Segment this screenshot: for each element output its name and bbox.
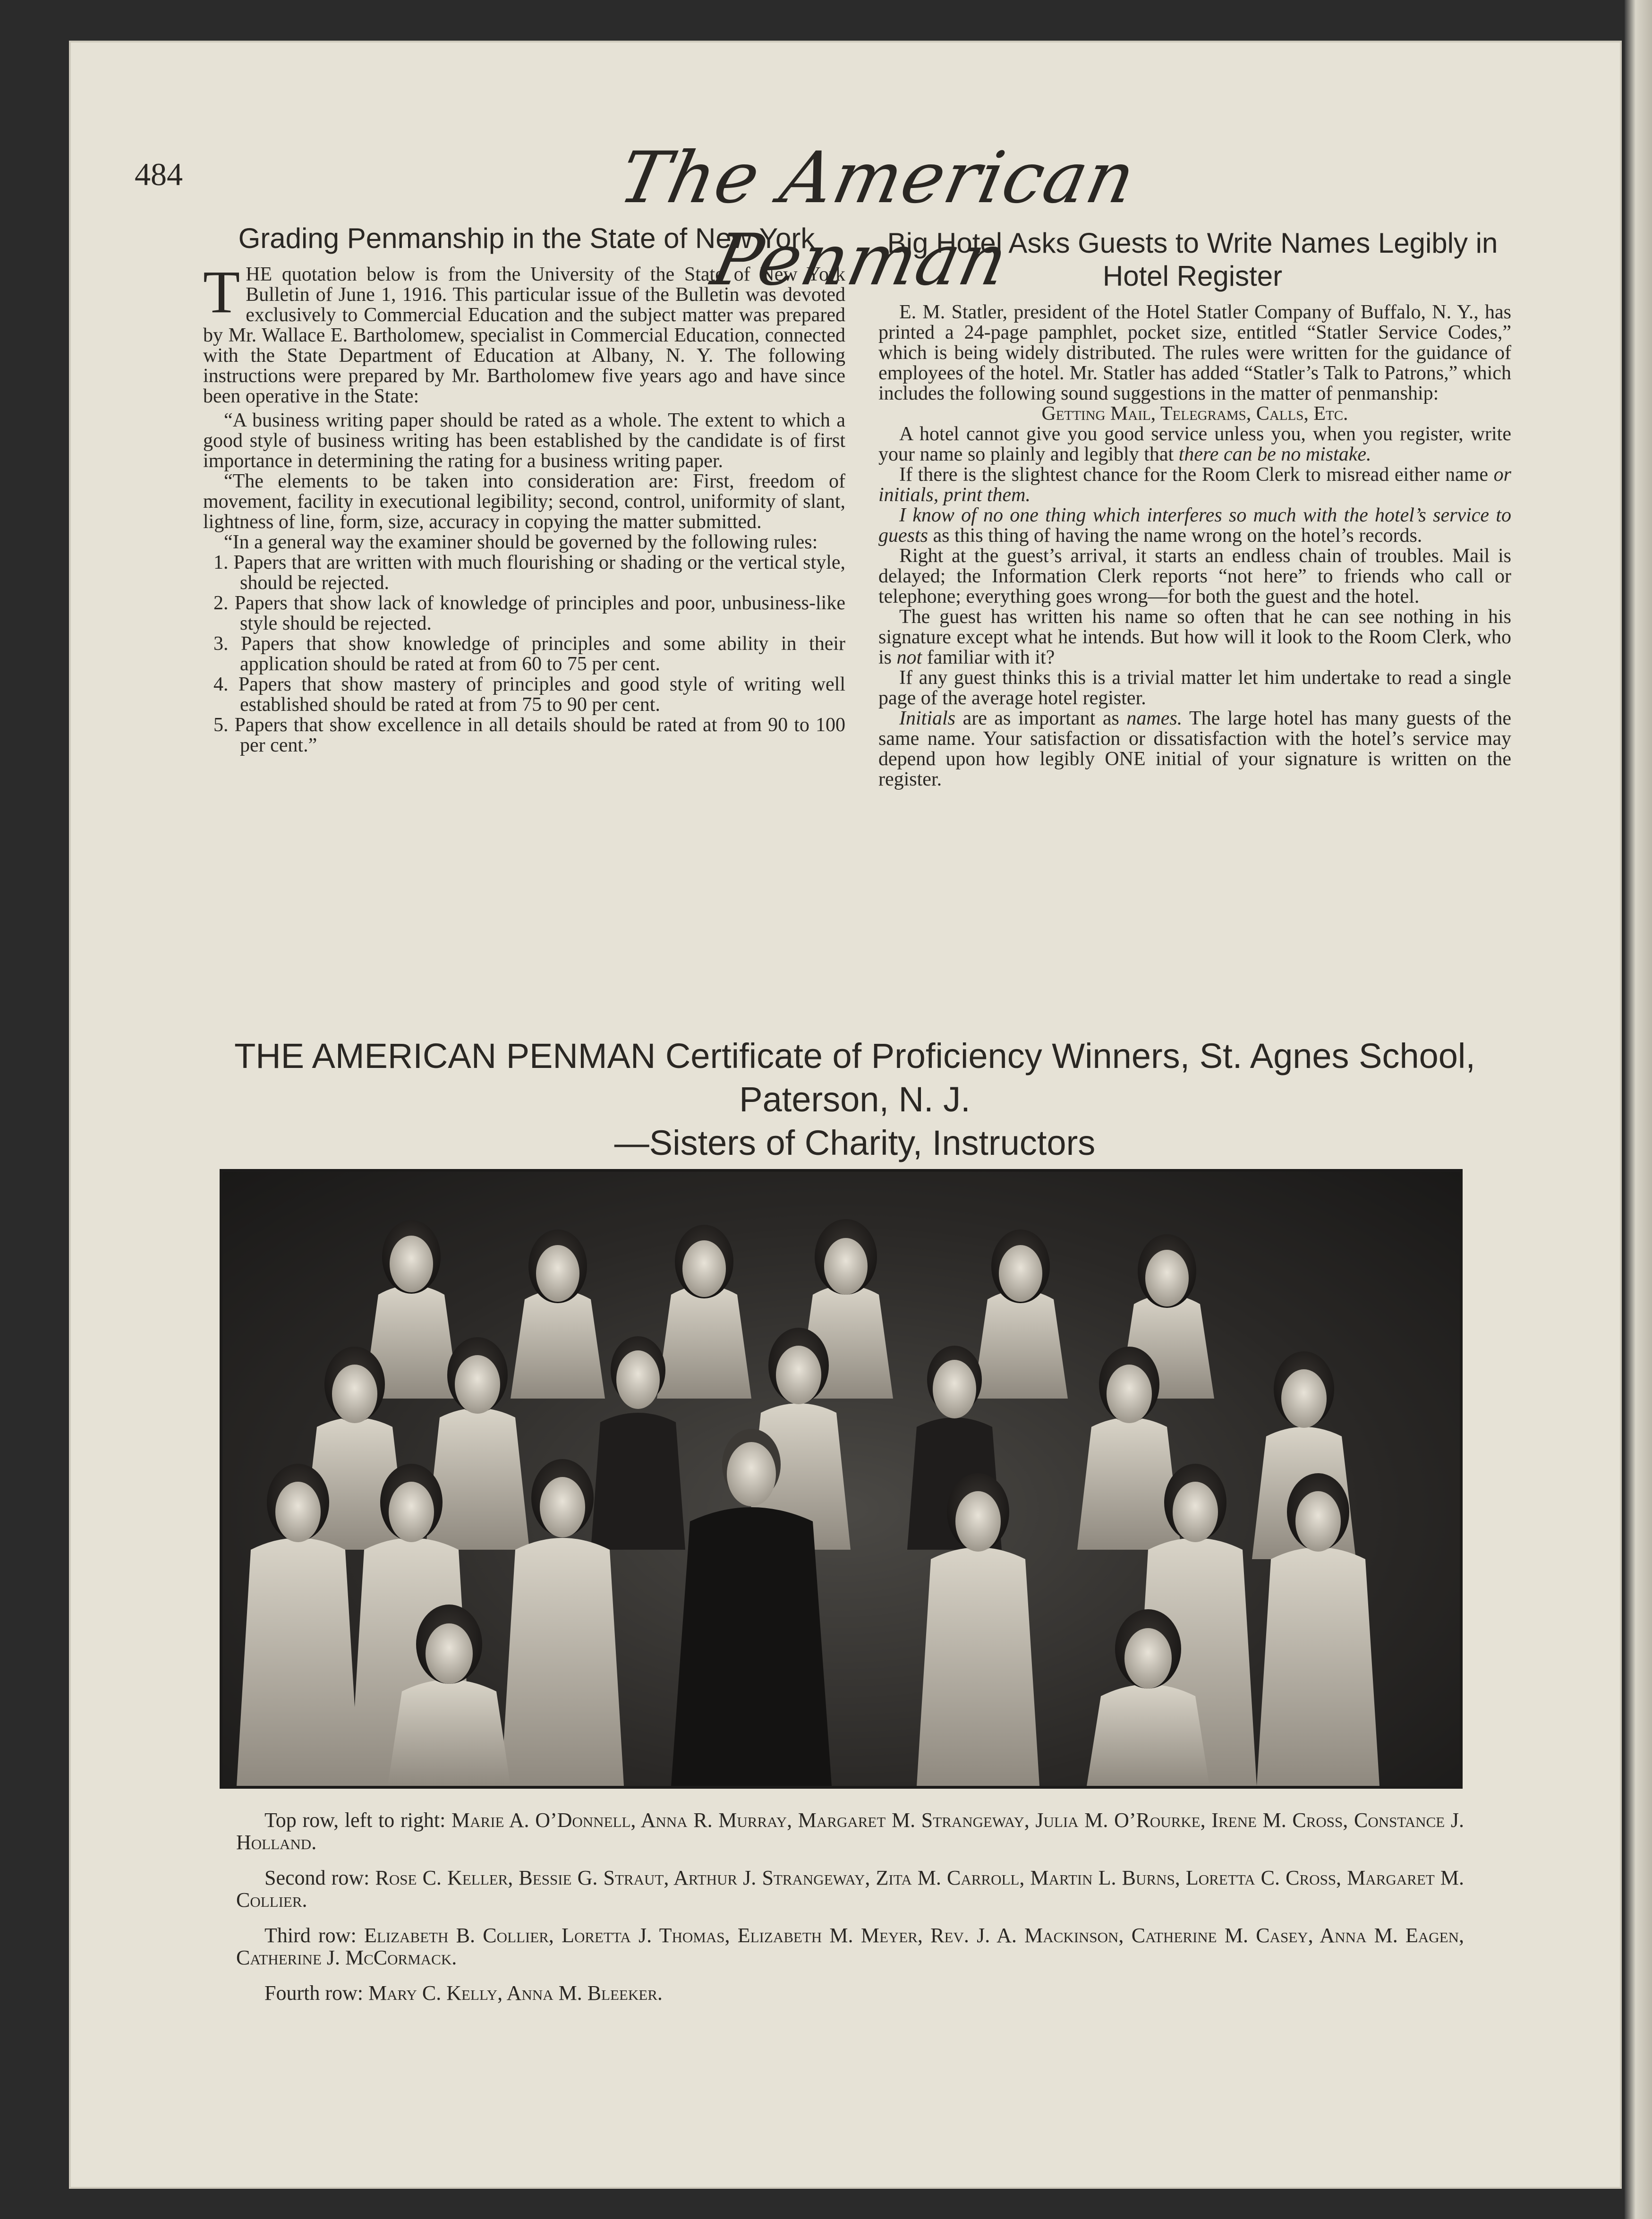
italic-text: or initials, print them. [878, 464, 1511, 506]
text: The large hotel has many guests of the same name. Your satisfaction or dissatisfaction with the hotel’s service may depend upon how legibly ONE initial of your signature is written on the register. [878, 708, 1511, 790]
text: The guest has written his name so often that he can see nothing in his signature except what he intends. But how will it look to the Room Clerk, who is [878, 606, 1511, 668]
text: If there is the slightest chance for the Room Clerk to misread either name [899, 464, 1494, 486]
left-article-title: Grading Penmanship in the State of New York [238, 222, 815, 254]
paragraph [878, 424, 1511, 465]
row-label: Second row: [264, 1866, 375, 1889]
banner-line-2: —Sisters of Charity, Instructors [614, 1123, 1096, 1162]
row-label: Top row, left to right: [264, 1809, 452, 1832]
quote-paragraph-3: “In a general way the examiner should be governed by the following rules: [224, 531, 818, 553]
row-label: Fourth row: [264, 1981, 368, 2005]
caption-top-row [236, 1809, 1464, 1853]
banner-line-1: THE AMERICAN PENMAN Certificate of Proficiency Winners, St. Agnes School, Paterson, N. J. [234, 1036, 1475, 1119]
paragraph: Right at the guest’s arrival, it starts an endless chain of troubles. Mail is delayed; the Information Clerk reports “not here” to friends who call or telephone; everything goes wrong—for both the guest and the hotel. [878, 545, 1511, 607]
intro-paragraph [203, 258, 845, 407]
paragraph [878, 708, 1511, 790]
caption-third-row [236, 1924, 1464, 1969]
row-names: Rose C. Keller, Bessie G. Straut, Arthur J. Strangeway, Zita M. Carroll, Martin L. Burns, Loretta C. Cross, Margaret M. Collier. [236, 1866, 1464, 1912]
list-item: 3. Papers that show knowledge of principles and some ability in their application should be rated at from 60 to 75 per cent. [213, 633, 845, 675]
text: familiar with it? [922, 647, 1055, 668]
caption-fourth-row [236, 1982, 1464, 2004]
text: are as important as [955, 708, 1127, 729]
paragraph [878, 505, 1511, 546]
list-item: 2. Papers that show lack of knowledge of principles and poor, unbusiness-like style should be rejected. [213, 592, 845, 634]
right-article-body [878, 302, 1511, 790]
italic-text: Initials [899, 708, 956, 729]
group-photo-figures [222, 1172, 1460, 1786]
left-article-body [203, 258, 845, 756]
paragraph [878, 465, 1511, 505]
row-names: Elizabeth B. Collier, Loretta J. Thomas, Elizabeth M. Meyer, Rev. J. A. Mackinson, Catherine M. Casey, Anna M. Eagen, Catherine J. McCormack. [236, 1924, 1465, 1969]
list-item: 1. Papers that are written with much flourishing or shading or the vertical style, should be rejected. [213, 552, 845, 594]
rules-list [203, 553, 845, 756]
row-names: Marie A. O’Donnell, Anna R. Murray, Margaret M. Strangeway, Julia M. O’Rourke, Irene M. Cross, Constance J. Holland. [236, 1809, 1464, 1854]
right-article-title: Big Hotel Asks Guests to Write Names Legibly in Hotel Register [887, 227, 1498, 292]
text: as this thing of having the name wrong on the hotel’s records. [928, 525, 1422, 546]
row-label: Third row: [264, 1924, 364, 1947]
caption-second-row [236, 1867, 1464, 1911]
page-number: 484 [135, 156, 183, 192]
quote-paragraph-1: “A business writing paper should be rated as a whole. The extent to which a good style of business writing has been established by the candidate is of first importance in determining the rating for a business writing paper. [203, 410, 845, 472]
photo-caption [236, 1809, 1464, 2017]
list-item: 4. Papers that show mastery of principles and good style of writing well established should be rated at from 75 to 90 per cent. [213, 674, 845, 716]
paragraph: If any guest thinks this is a trivial matter let him undertake to read a single page of the average hotel register. [878, 667, 1511, 709]
masthead-title: The American Penman [612, 137, 1143, 301]
paragraph [878, 607, 1511, 668]
drop-cap: T [203, 258, 240, 325]
certificate-banner [189, 1034, 1521, 1165]
italic-text: there can be no mistake. [1178, 444, 1371, 465]
group-photograph [220, 1169, 1463, 1789]
subheading: Getting Mail, Telegrams, Calls, Etc. [1041, 403, 1348, 425]
italic-text: not [896, 647, 922, 668]
list-item: 5. Papers that show excellence in all details should be rated at from 90 to 100 per cent.” [213, 714, 845, 756]
adjacent-page-edge [1625, 0, 1652, 2219]
paragraph: E. M. Statler, president of the Hotel Statler Company of Buffalo, N. Y., has printed a 24-page pamphlet, pocket size, entitled “Statler Service Codes,” which is being widely distributed. The rules were written for the guidance of employees of the hotel. Mr. Statler has added “Statler’s Talk to Patrons,” which includes the following sound suggestions in the matter of penmanship: [878, 301, 1511, 404]
row-names: Mary C. Kelly, Anna M. Bleeker. [368, 1981, 663, 2005]
text: A hotel cannot give you good service unless you, when you register, write your name so plainly and legibly that [878, 423, 1511, 465]
quote-paragraph-2: “The elements to be taken into consideration are: First, freedom of movement, facility in executional legibility; second, control, uniformity of slant, lightness of line, form, size, accuracy in copying the matter submitted. [203, 470, 845, 533]
intro-text: HE quotation below is from the University of the State of New York Bulletin of June 1, 1916. This particular issue of the Bulletin was devoted exclusively to Commercial Education and the subject matter was prepared by Mr. Wallace E. Bartholomew, specialist in Commercial Education, connected with the State Department of Education at Albany, N. Y. The following instructions were prepared by Mr. Bartholomew five years ago and have since been operative in the State: [203, 264, 845, 407]
italic-text: names. [1126, 708, 1183, 729]
italic-text: I know of no one thing which interferes so much with the hotel’s service to guests [878, 504, 1511, 546]
